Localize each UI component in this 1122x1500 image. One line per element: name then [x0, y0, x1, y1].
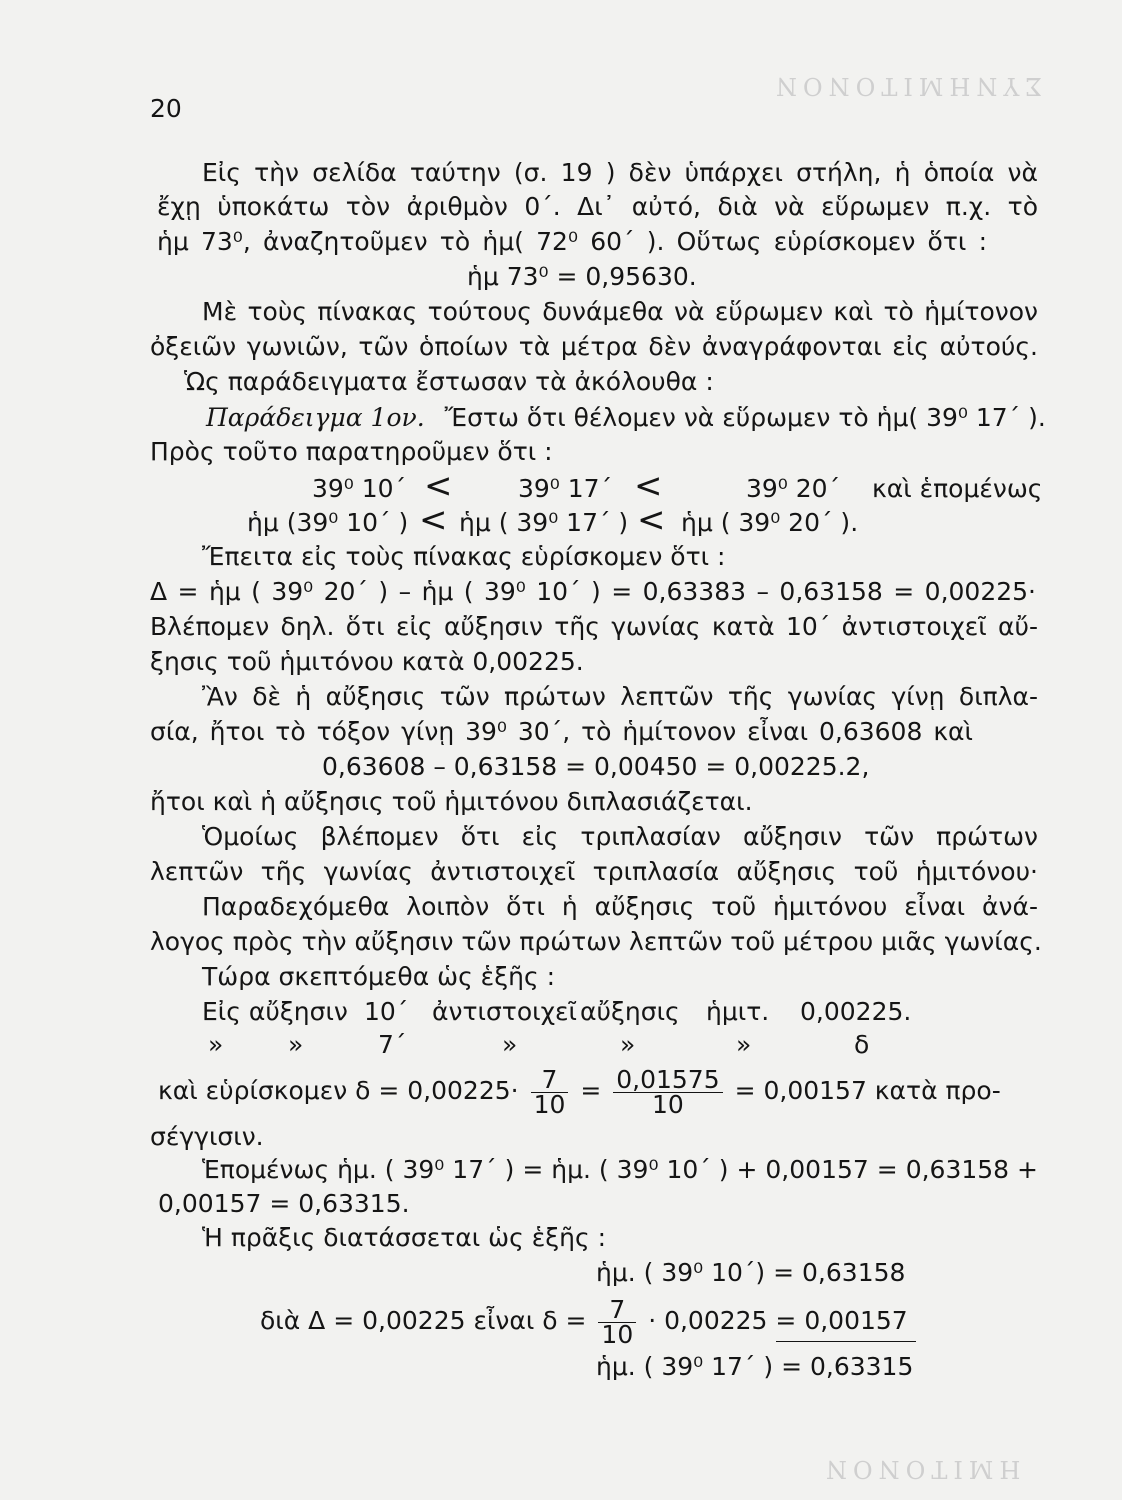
text-line: λεπτῶν τῆς γωνίας ἀντιστοιχεῖ τριπλασία αὔξησις τοῦ ἡμιτόνου· — [150, 857, 1038, 886]
formula-line: 0,63608 – 0,63158 = 0,00450 = 0,00225.2, — [322, 752, 870, 781]
sum-rule — [776, 1341, 916, 1342]
calc-prefix: καὶ εὑρίσκομεν δ = 0,00225· — [158, 1076, 519, 1105]
example-text: Ἔστω ὅτι θέλομεν νὰ εὕρωμεν τὸ ἡμ( 39⁰ 17΄ ). — [444, 403, 1046, 432]
proportion-row — [202, 995, 922, 1029]
ditto-mark: » — [208, 1030, 224, 1059]
text-line: Εἰς τὴν σελίδα ταύτην (σ. 19 ) δὲν ὑπάρχει στήλη, ἡ ὁποία νὰ — [202, 158, 1038, 187]
calculation-line — [158, 1064, 1038, 1118]
text-line: λογος πρὸς τὴν αὔξησιν τῶν πρώτων λεπτῶν τοῦ μέτρου μιᾶς γωνίας. — [150, 927, 1042, 956]
page-number: 20 — [150, 94, 182, 123]
formula-line: ἡμ 73⁰ = 0,95630. — [467, 262, 697, 291]
text-line: Βλέπομεν δηλ. ὅτι εἰς αὔξησιν τῆς γωνίας κατὰ 10΄ ἀντιστοιχεῖ αὔ- — [150, 612, 1038, 641]
calc-result: = 0,00157 κατὰ προ- — [734, 1076, 1001, 1105]
scheme-row: ἡμ. ( 39⁰ 10΄) = 0,63158 — [596, 1258, 906, 1287]
less-than-sign: < — [634, 466, 663, 506]
fraction-numerator: 7 — [531, 1068, 569, 1093]
fraction-numerator: 7 — [598, 1298, 636, 1323]
text-line: Ὡς παράδειγματα ἔστωσαν τὰ ἀκόλουθα : — [184, 367, 714, 396]
text-line: Πρὸς τοῦτο παρατηροῦμεν ὅτι : — [150, 437, 553, 466]
scheme-row — [260, 1294, 940, 1348]
text-line: Ὁμοίως βλέπομεν ὅτι εἰς τριπλασίαν αὔξησιν τῶν πρώτων — [202, 822, 1038, 851]
scheme-row: ἡμ. ( 39⁰ 17΄ ) = 0,63315 — [596, 1352, 914, 1381]
fraction-numerator: 0,01575 — [613, 1068, 722, 1093]
formula-line: 0,00157 = 0,63315. — [158, 1189, 410, 1218]
scheme-mid: · 0,00225 = — [648, 1306, 797, 1335]
text-line: σία, ἤτοι τὸ τόξον γίνῃ 39⁰ 30΄, τὸ ἡμίτονον εἶναι 0,63608 καὶ — [150, 717, 973, 746]
ditto-mark: » — [502, 1030, 518, 1059]
example-label: Παράδειγμα 1ον. — [206, 403, 425, 432]
less-than-sign: < — [424, 466, 453, 506]
proportion-cell: ἀντιστοιχεῖ — [432, 997, 578, 1026]
bleed-through-heading: ΣΥΝΗΜΙΤΟΝΟΝ — [770, 72, 1043, 100]
proportion-cell: αὔξησις — [580, 997, 680, 1026]
scheme-value: 0,00157 — [804, 1306, 908, 1335]
inequality-line — [247, 500, 867, 540]
fraction-denominator: 10 — [652, 1089, 684, 1119]
fraction — [598, 1294, 636, 1349]
angle-value: 39⁰ 17΄ — [518, 474, 613, 503]
proportion-cell: ἡμιτ. — [706, 997, 770, 1026]
fraction — [531, 1064, 569, 1119]
text-line: ἔχῃ ὑποκάτω τὸν ἀριθμὸν 0΄. Δι᾽ αὐτό, διὰ νὰ εὕρωμεν π.χ. τὸ — [157, 192, 1038, 221]
equals-sign: = — [580, 1076, 602, 1105]
text-line: ἡμ 73⁰, ἀναζητοῦμεν τὸ ἡμ( 72⁰ 60΄ ). Οὕτως εὑρίσκομεν ὅτι : — [157, 227, 987, 256]
fraction-denominator: 10 — [601, 1319, 634, 1349]
fraction — [613, 1064, 722, 1119]
proportion-cell: 0,00225. — [800, 997, 912, 1026]
scheme-prefix: διὰ Δ = 0,00225 εἶναι δ = — [260, 1306, 587, 1335]
sine-expression: ἡμ ( 39⁰ 20΄ ). — [681, 508, 859, 537]
proportion-cell: 7΄ — [378, 1030, 407, 1059]
text-line: Μὲ τοὺς πίνακας τούτους δυνάμεθα νὰ εὕρωμεν καὶ τὸ ἡμίτονον — [202, 297, 1038, 326]
bleed-through-footer: ΗΜΙΤΟΝΟΝ — [820, 1455, 1021, 1483]
text-line: Παραδεχόμεθα λοιπὸν ὅτι ἡ αὔξησις τοῦ ἡμιτόνου εἶναι ἀνά- — [202, 892, 1038, 921]
text-line: Τώρα σκεπτόμεθα ὡς ἑξῆς : — [202, 962, 556, 991]
sine-expression: ἡμ ( 39⁰ 17΄ ) — [459, 508, 629, 537]
text-line: Ἡ πρᾶξις διατάσσεται ὡς ἑξῆς : — [202, 1223, 607, 1252]
proportion-cell: 10΄ — [364, 997, 409, 1026]
sine-expression: ἡμ (39⁰ 10΄ ) — [247, 508, 409, 537]
angle-value: 39⁰ 20΄ — [746, 474, 841, 503]
proportion-row — [202, 1028, 922, 1062]
formula-line: Δ = ἡμ ( 39⁰ 20΄ ) – ἡμ ( 39⁰ 10΄ ) = 0,63383 – 0,63158 = 0,00225· — [150, 577, 1036, 606]
ditto-mark: » — [288, 1030, 304, 1059]
proportion-cell: δ — [854, 1030, 870, 1059]
fraction-denominator: 10 — [533, 1089, 566, 1119]
text-line: Ἂν δὲ ἡ αὔξησις τῶν πρώτων λεπτῶν τῆς γωνίας γίνῃ διπλα- — [202, 682, 1038, 711]
example-line — [206, 401, 1046, 435]
text-line: ὀξειῶν γωνιῶν, τῶν ὁποίων τὰ μέτρα δὲν ἀναγράφονται εἰς αὐτούς. — [150, 332, 1038, 361]
less-than-sign: < — [637, 500, 666, 540]
proportion-cell: Εἰς αὔξησιν — [202, 997, 348, 1026]
text-line: ξησις τοῦ ἡμιτόνου κατὰ 0,00225. — [150, 647, 584, 676]
formula-line: Ἑπομένως ἡμ. ( 39⁰ 17΄ ) = ἡμ. ( 39⁰ 10΄ ) + 0,00157 = 0,63158 + — [202, 1155, 1038, 1184]
ditto-mark: » — [736, 1030, 752, 1059]
text-line: ἤτοι καὶ ἡ αὔξησις τοῦ ἡμιτόνου διπλασιάζεται. — [150, 787, 753, 816]
text-tail: καὶ ἑπομένως — [872, 474, 1043, 503]
text-line: σέγγισιν. — [150, 1122, 264, 1151]
ditto-mark: » — [620, 1030, 636, 1059]
text-line: Ἔπειτα εἰς τοὺς πίνακας εὑρίσκομεν ὅτι : — [202, 542, 726, 571]
less-than-sign: < — [419, 500, 448, 540]
angle-value: 39⁰ 10΄ — [312, 474, 407, 503]
